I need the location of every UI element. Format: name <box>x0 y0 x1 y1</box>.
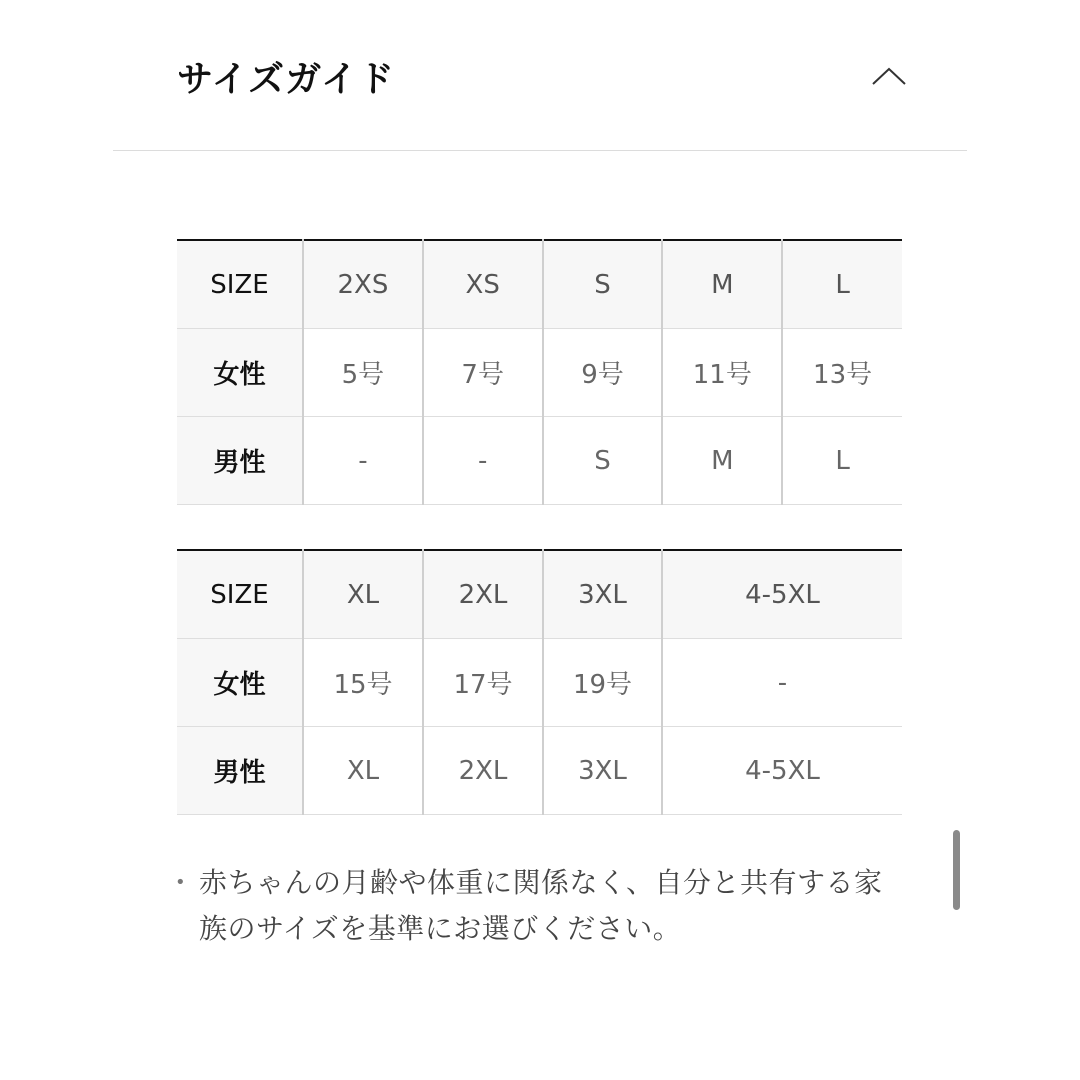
note-text <box>199 860 905 952</box>
size-column-header: 4-5XL <box>662 550 902 639</box>
size-column-header: M <box>662 240 782 329</box>
table-cell: L <box>782 417 902 505</box>
scrollbar-thumb[interactable] <box>953 830 960 910</box>
table-cell: XL <box>303 727 423 815</box>
header-divider <box>113 150 967 151</box>
table-row-women <box>177 329 902 417</box>
section-title: サイズガイド <box>177 58 396 100</box>
table-cell: M <box>662 417 782 505</box>
table-cell: 15号 <box>303 639 423 727</box>
table-cell: 9号 <box>543 329 663 417</box>
table-row-men <box>177 727 902 815</box>
bullet-point: • <box>175 872 186 893</box>
collapse-button[interactable] <box>869 56 909 96</box>
row-label-men: 男性 <box>177 417 303 505</box>
table-cell: 7号 <box>423 329 543 417</box>
table-cell: 11号 <box>662 329 782 417</box>
row-label-women: 女性 <box>177 329 303 417</box>
size-header-label: SIZE <box>177 550 303 639</box>
size-header-label: SIZE <box>177 240 303 329</box>
note-line: 赤ちゃんの月齢や体重に関係なく、自分と共有する家 <box>199 866 883 899</box>
size-column-header: 3XL <box>543 550 662 639</box>
table-cell: - <box>303 417 423 505</box>
chevron-up-icon <box>871 66 907 86</box>
size-table-2 <box>177 549 902 815</box>
row-label-men: 男性 <box>177 727 303 815</box>
size-table-1 <box>177 239 902 505</box>
table-cell: 4-5XL <box>662 727 902 815</box>
table-cell: 17号 <box>423 639 543 727</box>
size-column-header: S <box>543 240 663 329</box>
row-label-women: 女性 <box>177 639 303 727</box>
size-column-header: XS <box>423 240 543 329</box>
table-row-men <box>177 417 902 505</box>
table-cell: 3XL <box>543 727 662 815</box>
table-cell: 19号 <box>543 639 662 727</box>
size-column-header: L <box>782 240 902 329</box>
note-line: 族のサイズを基準にお選びください。 <box>199 912 682 945</box>
size-column-header: 2XL <box>423 550 543 639</box>
accordion-header[interactable] <box>177 40 903 112</box>
table-cell: S <box>543 417 663 505</box>
size-note <box>175 860 905 952</box>
table-cell: - <box>662 639 902 727</box>
size-header-row <box>177 550 902 639</box>
size-column-header: XL <box>303 550 423 639</box>
size-column-header: 2XS <box>303 240 423 329</box>
table-row-women <box>177 639 902 727</box>
table-cell: - <box>423 417 543 505</box>
table-cell: 5号 <box>303 329 423 417</box>
table-cell: 2XL <box>423 727 543 815</box>
table-cell: 13号 <box>782 329 902 417</box>
size-header-row <box>177 240 902 329</box>
